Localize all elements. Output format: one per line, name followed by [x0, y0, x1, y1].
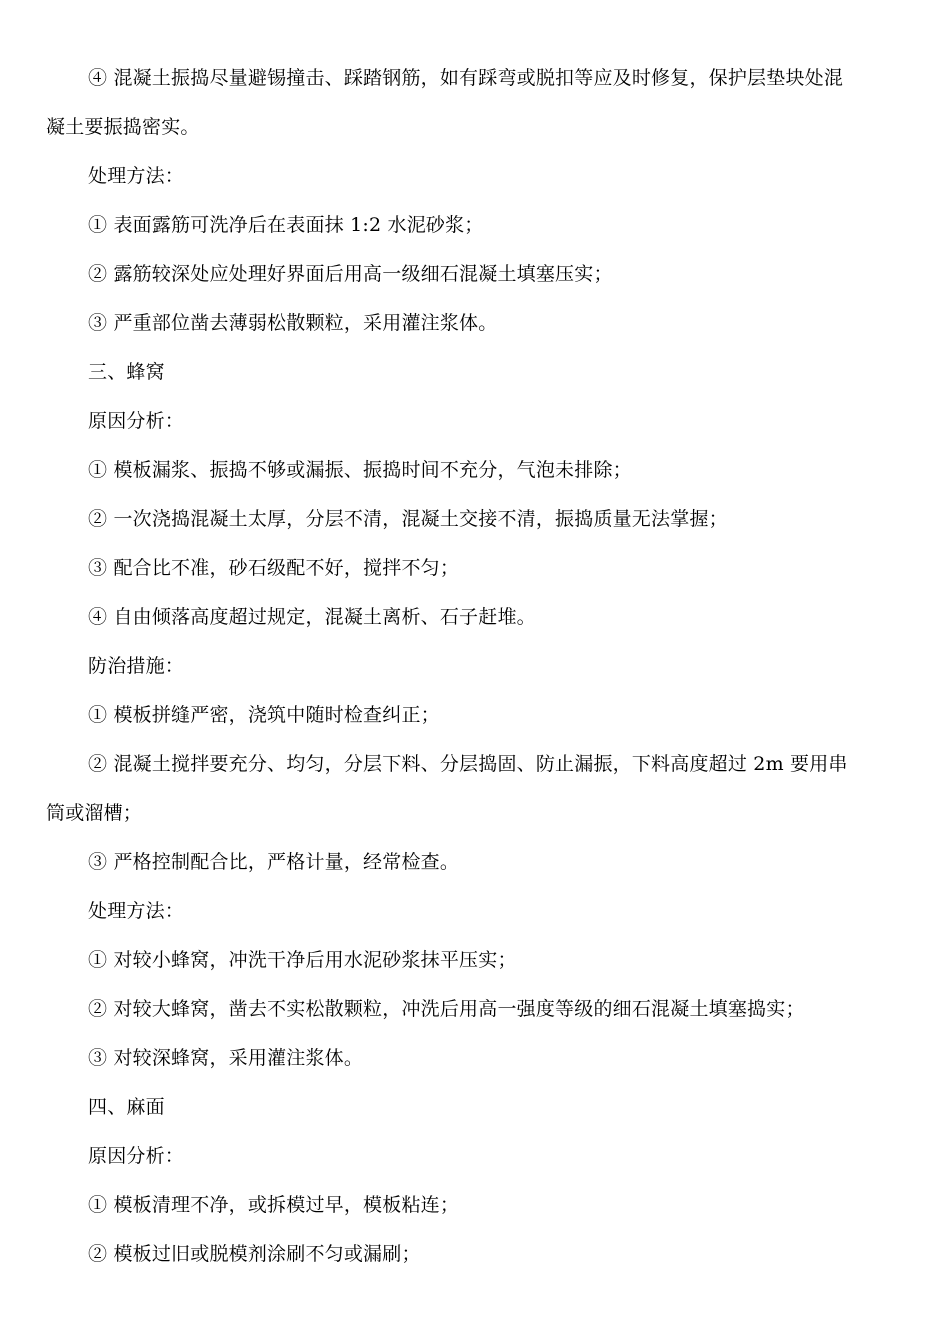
list-item: ① 表面露筋可洗净后在表面抹 1:2 水泥砂浆； [88, 214, 484, 236]
list-item: ② 混凝土搅拌要充分、均匀，分层下料、分层捣固、防止漏振，下料高度超过 2m 要用串 [88, 753, 848, 775]
section-label: 原因分析： [88, 1145, 185, 1167]
section-heading: 四、麻面 [88, 1096, 165, 1118]
list-item: ② 一次浇捣混凝土太厚，分层不清，混凝土交接不清，振捣质量无法掌握； [88, 508, 728, 530]
section-label: 处理方法： [88, 900, 185, 922]
paragraph-continuation: 筒或溜槽； [46, 802, 143, 824]
list-item: ③ 配合比不准，砂石级配不好，搅拌不匀； [88, 557, 460, 579]
list-item: ① 模板拼缝严密，浇筑中随时检查纠正； [88, 704, 440, 726]
list-item: ④ 自由倾落高度超过规定，混凝土离析、石子赶堆。 [88, 606, 536, 628]
paragraph-line: ④ 混凝土振捣尽量避锡撞击、踩踏钢筋，如有踩弯或脱扣等应及时修复，保护层垫块处混 [88, 67, 844, 89]
list-item: ① 模板漏浆、振捣不够或漏振、振捣时间不充分，气泡未排除； [88, 459, 632, 481]
list-item: ① 对较小蜂窝，冲洗干净后用水泥砂浆抹平压实； [88, 949, 517, 971]
list-item: ③ 严重部位凿去薄弱松散颗粒，采用灌注浆体。 [88, 312, 498, 334]
paragraph-continuation: 凝土要振捣密实。 [46, 116, 200, 138]
list-item: ② 对较大蜂窝，凿去不实松散颗粒，冲洗后用高一强度等级的细石混凝土填塞捣实； [88, 998, 805, 1020]
list-item: ③ 对较深蜂窝，采用灌注浆体。 [88, 1047, 364, 1069]
list-item: ① 模板清理不净，或拆模过早，模板粘连； [88, 1194, 460, 1216]
list-item: ② 模板过旧或脱模剂涂刷不匀或漏刷； [88, 1243, 421, 1265]
section-label: 处理方法： [88, 165, 185, 187]
list-item: ② 露筋较深处应处理好界面后用高一级细石混凝土填塞压实； [88, 263, 613, 285]
section-heading: 三、蜂窝 [88, 361, 165, 383]
section-label: 防治措施： [88, 655, 185, 677]
section-label: 原因分析： [88, 410, 185, 432]
list-item: ③ 严格控制配合比，严格计量，经常检查。 [88, 851, 460, 873]
